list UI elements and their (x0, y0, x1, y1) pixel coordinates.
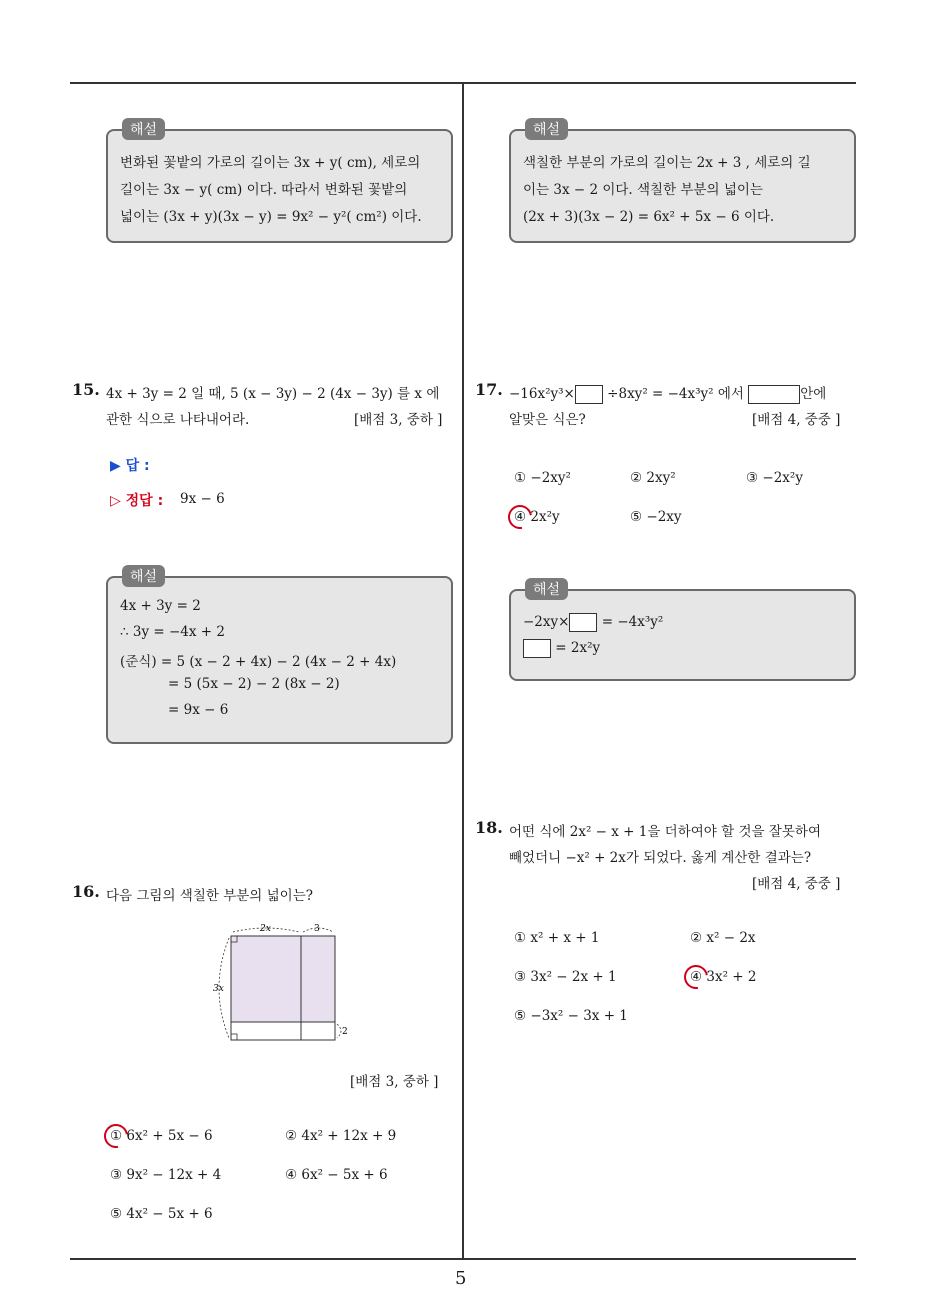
option-5[interactable]: ⑤ −3x² − 3x + 1 (514, 1008, 628, 1024)
right-angle-mark (231, 1034, 237, 1040)
option-2[interactable]: ② x² − 2x (690, 930, 756, 946)
explanation-box-17 (509, 582, 856, 681)
question-number: 16. (72, 882, 100, 901)
correct-mark-circle (503, 500, 536, 533)
question-number: 18. (475, 818, 503, 837)
correct-mark-circle (679, 960, 712, 993)
option-3[interactable]: ③ −2x²y (746, 470, 803, 486)
explanation-line: 4x + 3y = 2 (120, 598, 201, 614)
explanation-line: (2x + 3)(3x − 2) = 6x² + 5x − 6 이다. (523, 209, 775, 225)
explanation-box-15 (106, 569, 453, 744)
question-meta: [배점 4, 중중 ] (752, 412, 841, 428)
explanation-line: ∴ 3y = −4x + 2 (120, 624, 225, 640)
q17-expr-b: ÷8xy² = −4x³y² 에서 (607, 386, 744, 402)
explanation-tag: 해설 (525, 578, 568, 600)
blank-box (523, 639, 551, 658)
explanation-tag: 해설 (525, 118, 568, 140)
explanation-line: 색칠한 부분의 가로의 길이는 2x + 3 , 세로의 길 (523, 155, 811, 171)
shaded-rectangle-figure (205, 918, 355, 1046)
option-4[interactable]: ④ 3x² + 2 (690, 969, 757, 985)
question-meta: [배점 3, 중하 ] (354, 412, 443, 428)
fig-label-2: 2 (342, 1027, 348, 1037)
explanation-line: 넓이는 (3x + y)(3x − y) = 9x² − y²( cm²) 이다. (120, 209, 422, 225)
explanation-box-16 (509, 122, 856, 243)
fig-label-3: 3 (314, 924, 320, 934)
expr: = −4x³y² (601, 614, 664, 630)
option-2[interactable]: ② 2xy² (630, 470, 676, 486)
answer-label: ▶ 답 : (110, 458, 150, 474)
question-meta: [배점 4, 중중 ] (752, 876, 841, 892)
dim-arc-right (337, 1024, 341, 1038)
question-text: 관한 식으로 나타내어라. (106, 412, 250, 428)
question-meta: [배점 3, 중하 ] (350, 1074, 439, 1090)
question-number: 17. (475, 380, 503, 399)
option-1[interactable]: ① −2xy² (514, 470, 571, 486)
fig-label-2x: 2x (260, 924, 271, 934)
question-text: 4x + 3y = 2 일 때, 5 (x − 3y) − 2 (4x − 3y) 를 x 에 (106, 386, 440, 402)
option-3[interactable]: ③ 9x² − 12x + 4 (110, 1167, 222, 1183)
option-1[interactable]: ① x² + x + 1 (514, 930, 600, 946)
correct-mark-circle (99, 1119, 132, 1152)
option-4[interactable]: ④ 6x² − 5x + 6 (285, 1167, 388, 1183)
question-text: 알맞은 식은? (509, 412, 586, 428)
explanation-line: (준식) = 5 (x − 2 + 4x) − 2 (4x − 2 + 4x) (120, 654, 397, 670)
option-4[interactable]: ④ 2x²y (514, 509, 560, 525)
explanation-line: = 5 (5x − 2) − 2 (8x − 2) (168, 676, 340, 692)
shaded-region (231, 936, 335, 1022)
question-text-line1 (509, 382, 826, 404)
explanation-box-14 (106, 122, 453, 243)
question-text: 어떤 식에 2x² − x + 1을 더하여야 할 것을 잘못하여 (509, 824, 822, 840)
correct-answer-label: ▷ 정답 : (110, 493, 164, 509)
page-number: 5 (455, 1268, 467, 1289)
option-5[interactable]: ⑤ 4x² − 5x + 6 (110, 1206, 213, 1222)
column-divider (462, 82, 464, 1260)
explanation-line: 길이는 3x − y( cm) 이다. 따라서 변화된 꽃밭의 (120, 182, 408, 198)
explanation-tag: 해설 (122, 565, 165, 587)
question-text: 빼었더니 −x² + 2x가 되었다. 옳게 계산한 결과는? (509, 850, 812, 866)
blank-box (575, 385, 603, 404)
explanation-line: = 9x − 6 (168, 702, 229, 718)
question-number: 15. (72, 380, 100, 399)
explanation-tag: 해설 (122, 118, 165, 140)
expr: −2xy× (523, 614, 570, 630)
q17-expr-c: 안에 (800, 386, 827, 402)
explanation-line: 이는 3x − 2 이다. 색칠한 부분의 넓이는 (523, 182, 763, 198)
blank-box (569, 613, 597, 632)
correct-answer-value: 9x − 6 (180, 491, 225, 507)
option-5[interactable]: ⑤ −2xy (630, 509, 682, 525)
explanation-line (523, 613, 663, 632)
q17-expr-a: −16x²y³× (509, 386, 575, 402)
option-3[interactable]: ③ 3x² − 2x + 1 (514, 969, 617, 985)
expr: = 2x²y (555, 640, 601, 656)
explanation-line: 변화된 꽃밭의 가로의 길이는 3x + y( cm), 세로의 (120, 155, 421, 171)
option-1[interactable]: ① 6x² + 5x − 6 (110, 1128, 213, 1144)
fig-label-3x: 3x (213, 984, 224, 994)
blank-box (748, 385, 800, 404)
option-2[interactable]: ② 4x² + 12x + 9 (285, 1128, 397, 1144)
explanation-line (523, 639, 600, 658)
question-text: 다음 그림의 색칠한 부분의 넓이는? (106, 888, 313, 904)
bottom-rule (70, 1258, 856, 1260)
